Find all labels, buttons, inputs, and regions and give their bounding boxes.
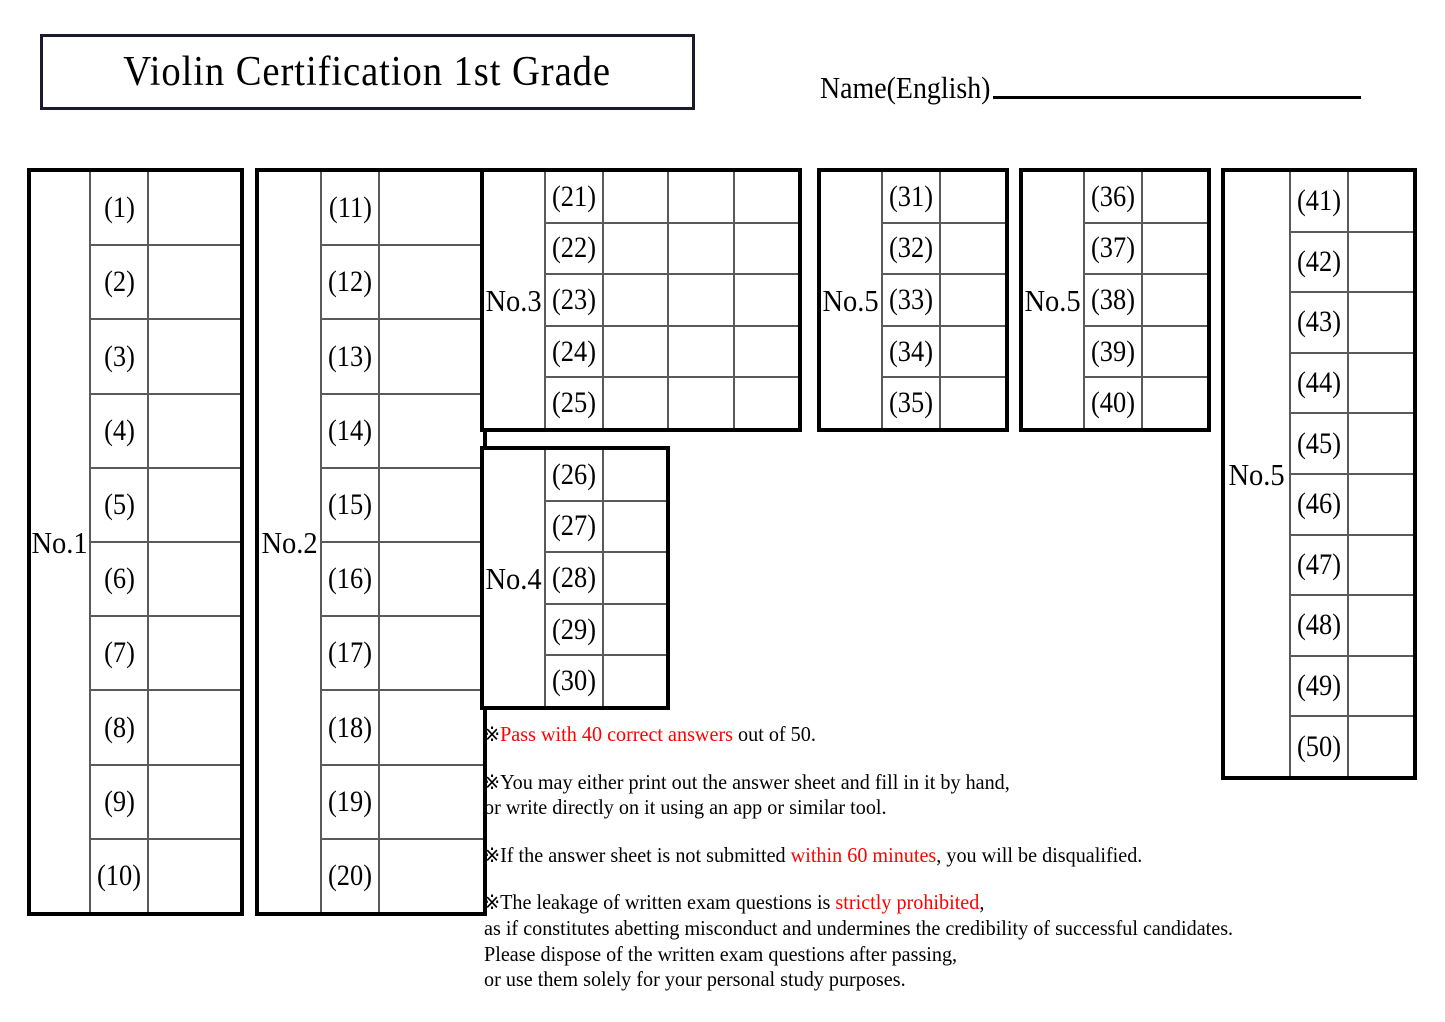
answer-cell[interactable] bbox=[1349, 536, 1413, 595]
note4-head: The leakage of written exam questions is bbox=[500, 890, 836, 915]
table-row bbox=[91, 246, 240, 320]
answer-cell[interactable] bbox=[380, 691, 483, 763]
answer-cell[interactable] bbox=[149, 246, 240, 318]
table-row bbox=[883, 275, 1005, 327]
note-pass-criteria bbox=[484, 722, 1404, 748]
answer-cell[interactable] bbox=[669, 275, 734, 325]
table-row bbox=[546, 450, 666, 502]
rows-wrap-no5a bbox=[883, 172, 1005, 428]
question-number: (35) bbox=[888, 386, 933, 420]
table-row bbox=[1291, 414, 1413, 475]
table-row bbox=[91, 766, 240, 840]
question-number-cell bbox=[322, 691, 380, 763]
answer-cell[interactable] bbox=[941, 327, 1005, 377]
question-number-cell bbox=[322, 840, 380, 912]
answer-cell[interactable] bbox=[604, 502, 666, 552]
answer-cell[interactable] bbox=[1349, 414, 1413, 473]
question-number-cell bbox=[883, 327, 941, 377]
answer-cell[interactable] bbox=[149, 320, 240, 392]
answer-table-no3 bbox=[480, 168, 802, 432]
table-row bbox=[322, 766, 483, 840]
question-number: (13) bbox=[327, 339, 372, 373]
question-number-cell bbox=[1291, 414, 1349, 473]
table-row bbox=[1291, 172, 1413, 233]
table-row bbox=[1291, 354, 1413, 415]
question-number: (30) bbox=[551, 664, 596, 698]
table-row bbox=[91, 172, 240, 246]
note1-tail: out of 50. bbox=[733, 722, 816, 746]
question-number: (43) bbox=[1296, 305, 1341, 339]
rows-wrap-no1 bbox=[91, 172, 240, 912]
question-number: (1) bbox=[103, 191, 135, 225]
answer-cell[interactable] bbox=[735, 224, 798, 274]
table-row bbox=[1291, 233, 1413, 294]
answer-cell[interactable] bbox=[149, 617, 240, 689]
section-label-cell-no1 bbox=[31, 172, 91, 912]
answer-cell[interactable] bbox=[669, 172, 734, 222]
answer-cell[interactable] bbox=[669, 327, 734, 377]
answer-cell[interactable] bbox=[380, 395, 483, 467]
answer-cell[interactable] bbox=[149, 469, 240, 541]
question-number-cell bbox=[883, 172, 941, 222]
question-number: (10) bbox=[96, 858, 141, 892]
table-row bbox=[1085, 378, 1207, 428]
section-label-no5c: No.5 bbox=[1228, 456, 1286, 492]
answer-cell[interactable] bbox=[604, 605, 666, 655]
table-row bbox=[1291, 475, 1413, 536]
answer-cell[interactable] bbox=[1349, 475, 1413, 534]
section-label-cell-no5b bbox=[1023, 172, 1085, 428]
question-number-cell bbox=[546, 450, 604, 500]
question-number-cell bbox=[883, 275, 941, 325]
section-label-no2: No.2 bbox=[261, 524, 318, 560]
table-row bbox=[546, 172, 798, 224]
question-number: (9) bbox=[103, 784, 135, 818]
answer-cell[interactable] bbox=[941, 172, 1005, 222]
question-number: (12) bbox=[327, 265, 372, 299]
table-row bbox=[91, 617, 240, 691]
answer-cell[interactable] bbox=[604, 378, 669, 428]
question-number: (44) bbox=[1296, 366, 1341, 400]
question-number: (7) bbox=[103, 636, 135, 670]
question-number: (50) bbox=[1296, 729, 1341, 763]
table-row bbox=[546, 275, 798, 327]
question-number-cell bbox=[1085, 275, 1143, 325]
note3-tail: , you will be disqualified. bbox=[936, 842, 1143, 867]
table-row bbox=[546, 224, 798, 276]
answer-cell[interactable] bbox=[1143, 224, 1207, 274]
answer-cell[interactable] bbox=[604, 275, 669, 325]
question-number: (25) bbox=[551, 386, 596, 420]
question-number-cell bbox=[1291, 536, 1349, 595]
answer-cell[interactable] bbox=[149, 766, 240, 838]
question-number-cell bbox=[91, 840, 149, 912]
question-number: (16) bbox=[327, 562, 372, 596]
question-number-cell bbox=[1291, 354, 1349, 413]
question-number: (47) bbox=[1296, 547, 1341, 581]
question-number-cell bbox=[546, 172, 604, 222]
question-number: (19) bbox=[327, 784, 372, 818]
question-number: (15) bbox=[327, 487, 372, 521]
question-number-cell bbox=[322, 543, 380, 615]
question-number: (40) bbox=[1090, 386, 1135, 420]
table-row bbox=[322, 691, 483, 765]
question-number-cell bbox=[546, 502, 604, 552]
table-row bbox=[1085, 172, 1207, 224]
table-row bbox=[1291, 596, 1413, 657]
note-how-to-fill bbox=[484, 770, 1404, 821]
question-number-cell bbox=[1291, 293, 1349, 352]
answer-cell[interactable] bbox=[149, 840, 240, 912]
name-field-group bbox=[820, 72, 1361, 103]
question-number: (8) bbox=[103, 710, 135, 744]
question-number-cell bbox=[1085, 327, 1143, 377]
answer-cell[interactable] bbox=[735, 378, 798, 428]
question-number: (17) bbox=[327, 636, 372, 670]
note4-red: strictly prohibited bbox=[835, 890, 980, 915]
table-row bbox=[91, 469, 240, 543]
answer-cell[interactable] bbox=[604, 553, 666, 603]
note2-line1: You may either print out the answer sheet and fill in it by hand, bbox=[500, 769, 1010, 794]
table-row bbox=[546, 656, 666, 706]
note4-line3: Please dispose of the written exam questions after passing, bbox=[484, 941, 958, 966]
answer-cell[interactable] bbox=[380, 469, 483, 541]
answer-table-no1 bbox=[27, 168, 244, 916]
table-row bbox=[322, 320, 483, 394]
question-number-cell bbox=[546, 327, 604, 377]
answer-cell[interactable] bbox=[735, 327, 798, 377]
question-number: (45) bbox=[1296, 426, 1341, 460]
question-number-cell bbox=[322, 172, 380, 244]
question-number-cell bbox=[1085, 224, 1143, 274]
question-number-cell bbox=[1085, 378, 1143, 428]
question-number-cell bbox=[91, 469, 149, 541]
answer-cell[interactable] bbox=[941, 275, 1005, 325]
name-label: Name(English) bbox=[820, 70, 991, 105]
note-marker-icon: ※ bbox=[484, 892, 501, 915]
question-number-cell bbox=[546, 605, 604, 655]
question-number: (42) bbox=[1296, 244, 1341, 278]
answer-cell[interactable] bbox=[604, 656, 666, 706]
answer-cell[interactable] bbox=[380, 617, 483, 689]
note3-red: within 60 minutes bbox=[790, 842, 937, 867]
question-number-cell bbox=[1291, 172, 1349, 231]
question-number-cell bbox=[91, 172, 149, 244]
rows-wrap-no2 bbox=[322, 172, 483, 912]
table-row bbox=[546, 502, 666, 554]
question-number-cell bbox=[91, 617, 149, 689]
question-number: (23) bbox=[551, 282, 596, 316]
table-row bbox=[91, 840, 240, 912]
table-row bbox=[883, 378, 1005, 428]
table-row bbox=[1291, 536, 1413, 597]
question-number-cell bbox=[322, 469, 380, 541]
table-row bbox=[322, 395, 483, 469]
question-number: (28) bbox=[551, 560, 596, 594]
answer-cell[interactable] bbox=[941, 378, 1005, 428]
question-number-cell bbox=[91, 691, 149, 763]
question-number: (33) bbox=[888, 282, 933, 316]
question-number: (24) bbox=[551, 334, 596, 368]
table-row bbox=[883, 172, 1005, 224]
section-label-cell-no2 bbox=[259, 172, 322, 912]
page-header bbox=[0, 0, 1445, 160]
rows-wrap-no4 bbox=[546, 450, 666, 706]
answer-cell[interactable] bbox=[735, 275, 798, 325]
table-row bbox=[91, 395, 240, 469]
section-label-no3: No.3 bbox=[485, 282, 543, 318]
table-row bbox=[91, 543, 240, 617]
question-number-cell bbox=[546, 378, 604, 428]
section-label-cell-no4 bbox=[484, 450, 546, 706]
question-number: (22) bbox=[551, 231, 596, 265]
note-marker-icon: ※ bbox=[484, 724, 501, 746]
question-number: (20) bbox=[327, 858, 372, 892]
answer-cell[interactable] bbox=[149, 395, 240, 467]
table-row bbox=[322, 543, 483, 617]
table-row bbox=[322, 840, 483, 912]
answer-cell[interactable] bbox=[380, 246, 483, 318]
answer-cell[interactable] bbox=[1349, 596, 1413, 655]
answer-cell[interactable] bbox=[735, 172, 798, 222]
table-row bbox=[322, 617, 483, 691]
answer-table-no2 bbox=[255, 168, 487, 916]
question-number: (32) bbox=[888, 231, 933, 265]
question-number-cell bbox=[91, 543, 149, 615]
answer-cell[interactable] bbox=[380, 320, 483, 392]
note2-line2: or write directly on it using an app or similar tool. bbox=[484, 795, 887, 820]
section-label-no1: No.1 bbox=[31, 524, 89, 560]
question-number: (27) bbox=[551, 509, 596, 543]
section-label-cell-no3 bbox=[484, 172, 546, 428]
question-number-cell bbox=[322, 617, 380, 689]
answer-cell[interactable] bbox=[669, 378, 734, 428]
note3-head: If the answer sheet is not submitted bbox=[500, 842, 791, 867]
question-number: (3) bbox=[103, 339, 135, 373]
question-number-cell bbox=[1291, 596, 1349, 655]
table-row bbox=[1085, 275, 1207, 327]
answer-cell[interactable] bbox=[149, 172, 240, 244]
table-row bbox=[1291, 657, 1413, 718]
question-number: (46) bbox=[1296, 487, 1341, 521]
answer-cell[interactable] bbox=[1349, 172, 1413, 231]
question-number-cell bbox=[322, 766, 380, 838]
question-number: (39) bbox=[1090, 334, 1135, 368]
question-number: (49) bbox=[1296, 669, 1341, 703]
question-number: (11) bbox=[328, 191, 372, 225]
question-number: (41) bbox=[1296, 184, 1341, 218]
question-number: (4) bbox=[103, 413, 135, 447]
question-number-cell bbox=[322, 320, 380, 392]
question-number-cell bbox=[322, 395, 380, 467]
answer-cell[interactable] bbox=[1143, 275, 1207, 325]
table-row bbox=[91, 691, 240, 765]
question-number-cell bbox=[91, 395, 149, 467]
question-number: (26) bbox=[551, 457, 596, 491]
answer-cell[interactable] bbox=[1349, 657, 1413, 716]
answer-cell[interactable] bbox=[1349, 293, 1413, 352]
table-row bbox=[322, 172, 483, 246]
question-number: (29) bbox=[551, 612, 596, 646]
table-row bbox=[546, 378, 798, 428]
question-number-cell bbox=[91, 320, 149, 392]
question-number-cell bbox=[546, 553, 604, 603]
question-number-cell bbox=[91, 246, 149, 318]
question-number: (21) bbox=[551, 179, 596, 213]
note4-tail: , bbox=[979, 890, 985, 915]
page-title: Violin Certification 1st Grade bbox=[123, 49, 612, 95]
question-number-cell bbox=[91, 766, 149, 838]
question-number-cell bbox=[1291, 475, 1349, 534]
answer-table-no5b bbox=[1019, 168, 1211, 432]
question-number-cell bbox=[883, 378, 941, 428]
notes-block bbox=[484, 722, 1404, 993]
answer-cell[interactable] bbox=[941, 224, 1005, 274]
answer-cell[interactable] bbox=[1143, 378, 1207, 428]
question-number: (2) bbox=[103, 265, 135, 299]
table-row bbox=[546, 553, 666, 605]
answer-table-no5a bbox=[817, 168, 1009, 432]
question-number: (34) bbox=[888, 334, 933, 368]
answer-cell[interactable] bbox=[149, 691, 240, 763]
table-row bbox=[883, 327, 1005, 379]
note1-red: Pass with 40 correct answers bbox=[500, 722, 733, 746]
question-number: (14) bbox=[327, 413, 372, 447]
question-number-cell bbox=[1291, 233, 1349, 292]
answer-cell[interactable] bbox=[604, 450, 666, 500]
note-marker-icon: ※ bbox=[484, 771, 501, 794]
title-box bbox=[40, 34, 695, 110]
section-label-no5a: No.5 bbox=[822, 282, 880, 318]
rows-wrap-no5c bbox=[1291, 172, 1413, 776]
question-number: (6) bbox=[103, 562, 135, 596]
answer-cell[interactable] bbox=[149, 543, 240, 615]
note-confidentiality bbox=[484, 890, 1404, 992]
question-number: (38) bbox=[1090, 282, 1135, 316]
note4-line4: or use them solely for your personal study purposes. bbox=[484, 967, 906, 992]
answer-cell[interactable] bbox=[380, 172, 483, 244]
table-row bbox=[546, 605, 666, 657]
question-number-cell bbox=[546, 656, 604, 706]
question-number: (18) bbox=[327, 710, 372, 744]
question-number-cell bbox=[322, 246, 380, 318]
answer-cell[interactable] bbox=[669, 224, 734, 274]
answer-table-no5c bbox=[1221, 168, 1417, 780]
table-row bbox=[546, 327, 798, 379]
note-time-limit bbox=[484, 843, 1404, 869]
table-row bbox=[1085, 327, 1207, 379]
question-number: (48) bbox=[1296, 608, 1341, 642]
answer-cell[interactable] bbox=[604, 224, 669, 274]
answer-cell[interactable] bbox=[1143, 327, 1207, 377]
question-number-cell bbox=[546, 224, 604, 274]
answer-cell[interactable] bbox=[380, 543, 483, 615]
section-label-no4: No.4 bbox=[485, 560, 543, 596]
answer-cell[interactable] bbox=[1349, 354, 1413, 413]
section-label-no5b: No.5 bbox=[1024, 282, 1082, 318]
answer-cell[interactable] bbox=[380, 766, 483, 838]
answer-cell[interactable] bbox=[1349, 233, 1413, 292]
question-number: (31) bbox=[888, 179, 933, 213]
question-number-cell bbox=[1085, 172, 1143, 222]
table-row bbox=[91, 320, 240, 394]
question-number-cell bbox=[883, 224, 941, 274]
table-row bbox=[322, 246, 483, 320]
section-label-cell-no5c bbox=[1225, 172, 1291, 776]
answer-cell[interactable] bbox=[604, 172, 669, 222]
question-number: (36) bbox=[1090, 179, 1135, 213]
answer-cell[interactable] bbox=[1143, 172, 1207, 222]
note-marker-icon: ※ bbox=[484, 844, 501, 867]
answer-cell[interactable] bbox=[604, 327, 669, 377]
table-row bbox=[1291, 293, 1413, 354]
table-row bbox=[1085, 224, 1207, 276]
question-number-cell bbox=[1291, 657, 1349, 716]
table-row bbox=[322, 469, 483, 543]
note4-line2: as if constitutes abetting misconduct and undermines the credibility of successful candidates. bbox=[484, 916, 1234, 941]
answer-table-no4 bbox=[480, 446, 670, 710]
question-number-cell bbox=[546, 275, 604, 325]
rows-wrap-no5b bbox=[1085, 172, 1207, 428]
table-row bbox=[883, 224, 1005, 276]
question-number: (5) bbox=[103, 487, 135, 521]
answer-cell[interactable] bbox=[380, 840, 483, 912]
name-input-line[interactable] bbox=[993, 96, 1361, 99]
section-label-cell-no5a bbox=[821, 172, 883, 428]
rows-wrap-no3 bbox=[546, 172, 798, 428]
question-number: (37) bbox=[1090, 231, 1135, 265]
